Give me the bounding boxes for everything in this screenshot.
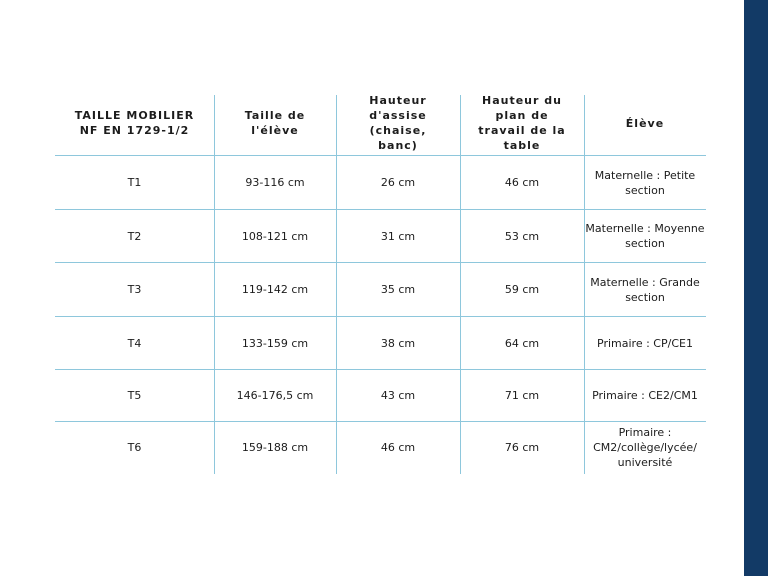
table-cell — [336, 316, 460, 370]
table-cell — [460, 156, 584, 209]
table-cell — [214, 263, 336, 316]
column-header — [460, 90, 584, 156]
table-cell-text: 71 cm — [504, 389, 540, 402]
table-cell-text: 133-159 cm — [241, 336, 309, 350]
table-cell-text: 31 cm — [380, 229, 416, 243]
table-cell — [584, 421, 706, 474]
table-cell — [460, 316, 584, 370]
table-cell — [336, 421, 460, 474]
column-header — [584, 90, 706, 156]
column-header — [214, 90, 336, 156]
table-cell — [214, 370, 336, 421]
table-cell-text: Primaire : CP/CE1 — [597, 336, 693, 350]
table-cell-text: 38 cm — [380, 336, 416, 350]
table-cell-text: 76 cm — [504, 441, 540, 454]
table-cell-text: 159-188 cm — [241, 441, 309, 454]
table-cell-text: 46 cm — [504, 176, 540, 189]
table-cell-text: Maternelle : Moyenne section — [585, 222, 705, 250]
table-cell-text: 43 cm — [380, 389, 416, 402]
table-cell-text: 93-116 cm — [245, 176, 305, 189]
table-cell — [55, 316, 214, 370]
table-cell — [214, 209, 336, 263]
column-header-text: Hauteur d'assise (chaise, banc) — [369, 94, 427, 152]
table-cell-text: 59 cm — [504, 283, 540, 296]
table-cell-text: 35 cm — [380, 283, 416, 296]
table-cell-text: 46 cm — [380, 441, 416, 454]
table-cell — [336, 370, 460, 421]
table-cell-text: Primaire : CM2/collège/lycée/ université — [593, 426, 697, 469]
column-header-text: TAILLE MOBILIER NF EN 1729-1/2 — [74, 109, 195, 137]
table-cell-text: Maternelle : Petite section — [594, 168, 696, 197]
table-cell-text: 64 cm — [504, 336, 540, 350]
table-cell — [55, 421, 214, 474]
table-cell-text: 26 cm — [380, 176, 416, 189]
table-cell — [55, 156, 214, 209]
table-cell — [584, 370, 706, 421]
column-header — [336, 90, 460, 156]
table-cell — [214, 421, 336, 474]
table-cell — [584, 316, 706, 370]
table-cell-text: Maternelle : Grande section — [590, 275, 700, 304]
table-cell-text: Primaire : CE2/CM1 — [592, 389, 698, 402]
column-header-text: Hauteur du plan de travail de la table — [478, 94, 566, 152]
table-cell-text: 53 cm — [504, 229, 540, 243]
table-cell — [584, 209, 706, 263]
table-cell — [55, 209, 214, 263]
table-cell-text: 119-142 cm — [241, 283, 309, 296]
table-cell-text: 108-121 cm — [241, 229, 309, 243]
table-cell — [584, 156, 706, 209]
table-cell — [460, 370, 584, 421]
table-cell — [336, 156, 460, 209]
table-cell-text: T1 — [127, 176, 142, 189]
side-bar — [744, 0, 768, 576]
table-cell — [336, 263, 460, 316]
table-cell — [214, 156, 336, 209]
table-cell — [460, 263, 584, 316]
table-cell-text: T2 — [127, 229, 142, 243]
table-cell-text: T6 — [127, 441, 142, 454]
table-cell — [584, 263, 706, 316]
column-header — [55, 90, 214, 156]
table-cell — [460, 421, 584, 474]
column-header-text: Élève — [625, 116, 665, 130]
table-cell-text: 146-176,5 cm — [236, 389, 314, 402]
table-cell — [336, 209, 460, 263]
table-cell — [55, 263, 214, 316]
table-cell-text: T5 — [127, 389, 142, 402]
table-cell — [214, 316, 336, 370]
table-cell — [55, 370, 214, 421]
table-cell — [460, 209, 584, 263]
table-cell-text: T3 — [127, 283, 142, 296]
table-cell-text: T4 — [127, 336, 142, 350]
column-header-text: Taille de l'élève — [244, 109, 306, 137]
